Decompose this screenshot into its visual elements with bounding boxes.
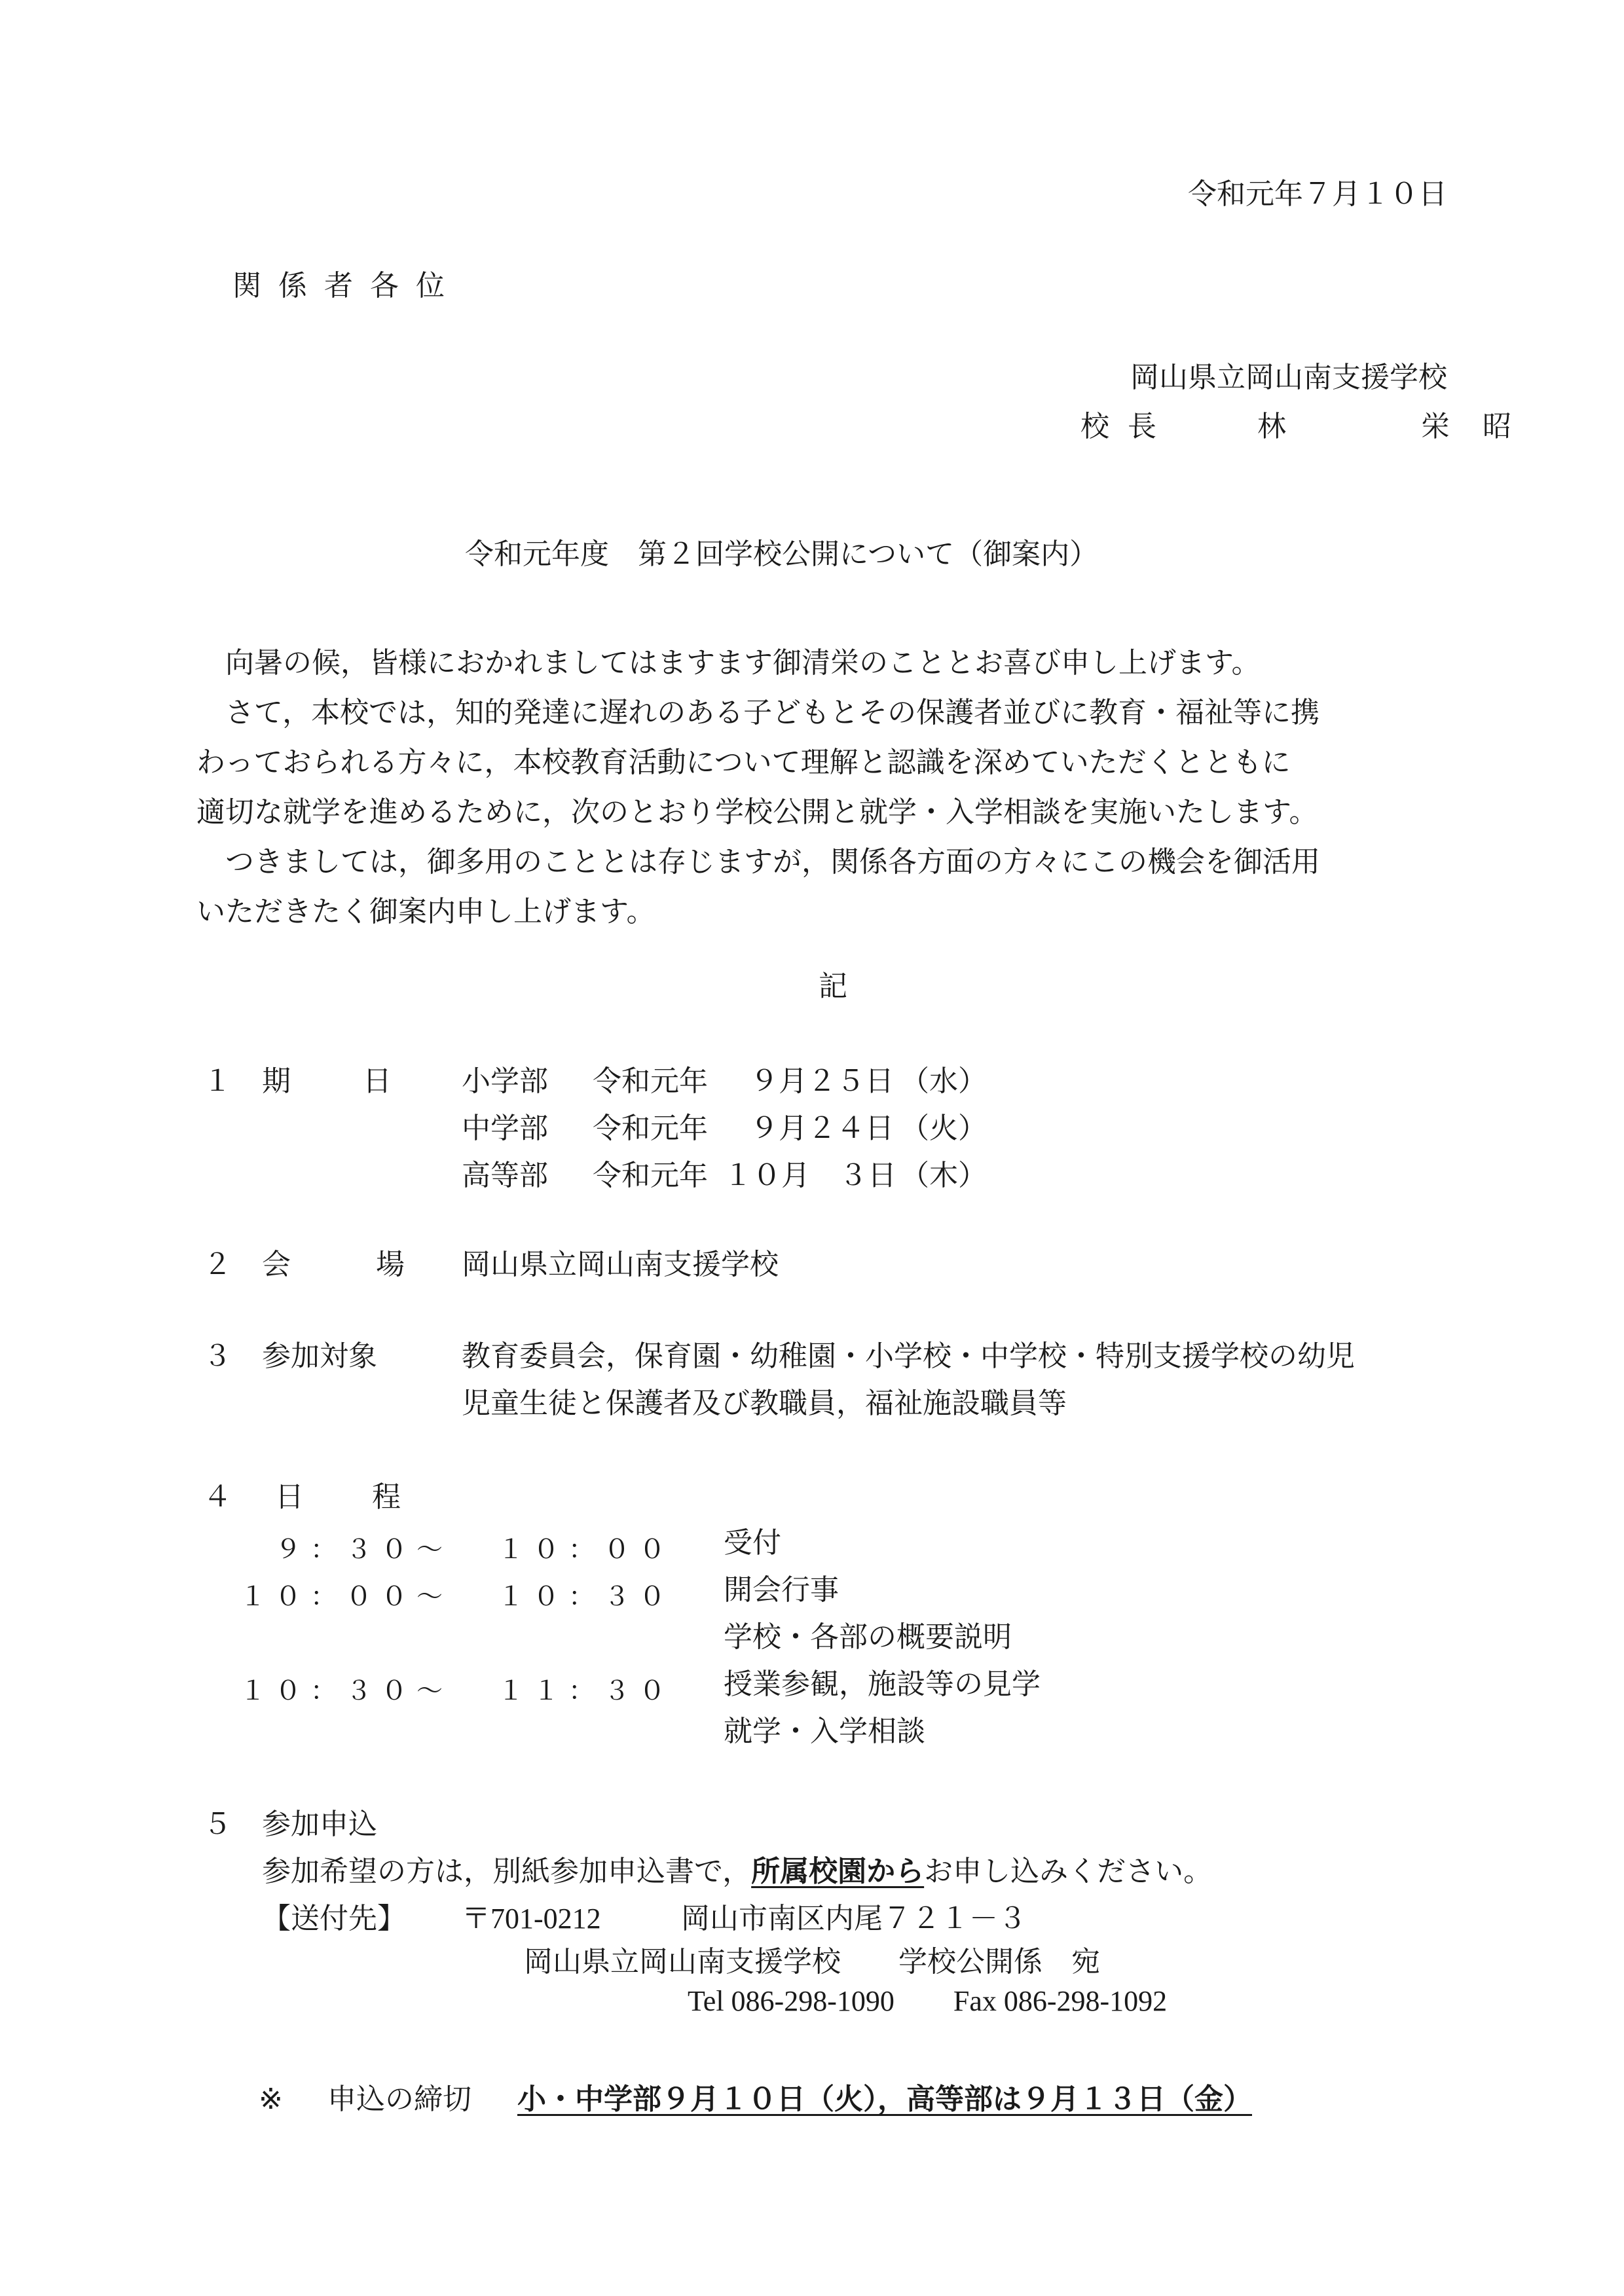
body-line: さて，本校では，知的発達に遅れのある子どもとその保護者並びに教育・福祉等に携 xyxy=(196,696,1320,729)
body-line: 適切な就学を進めるために，次のとおり学校公開と就学・入学相談を実施いたします。 xyxy=(196,795,1318,829)
date-value: ９月２５日 xyxy=(750,1065,894,1098)
schedule-start-time: １０：００～ xyxy=(240,1582,452,1612)
dept-label: 高等部 xyxy=(462,1159,548,1192)
body-line: つきましては，御多用のこととは存じますが，関係各方面の方々にこの機会を御活用 xyxy=(196,845,1320,879)
sender-principal xyxy=(1080,412,1544,441)
section-5-label: 参加申込 xyxy=(262,1808,377,1841)
section-1-label: 期日 xyxy=(262,1065,464,1098)
body-line: いただきたく御案内申し上げます。 xyxy=(196,895,655,928)
schedule-event: 開会行事 xyxy=(724,1573,839,1607)
section-4-number: ４ xyxy=(203,1480,232,1514)
fax-number: Fax 086-298-1092 xyxy=(953,1985,1168,2017)
schedule-end-time: １０：３０ xyxy=(498,1582,674,1612)
schedule-end-time: １０：００ xyxy=(498,1535,674,1565)
document-title: 令和元年度 第２回学校公開について（御案内） xyxy=(465,538,1099,571)
dept-label: 小学部 xyxy=(462,1065,548,1098)
deadline-dates: 小・中学部９月１０日（火），高等部は９月１３日（金） xyxy=(517,2083,1252,2116)
note-mark: ※ xyxy=(259,2083,283,2116)
schedule-end-time: １１：３０ xyxy=(498,1676,674,1706)
schedule-event: 授業参観，施設等の見学 xyxy=(724,1667,1041,1701)
date-value: ９月２４日 xyxy=(750,1112,894,1145)
body-line: 向暑の候，皆様におかれましてはますます御清栄のこととお喜び申し上げます。 xyxy=(196,646,1261,680)
address: 岡山市南区内尾７２１－３ xyxy=(681,1902,1027,1935)
dept-label: 中学部 xyxy=(462,1112,548,1145)
send-to-label: 【送付先】 xyxy=(262,1902,406,1935)
principal-given-name: 栄昭 xyxy=(1421,410,1544,443)
instructions-emphasis: 所属校園から xyxy=(751,1855,925,1888)
date-row-elementary xyxy=(462,1067,987,1096)
instructions-pre: 参加希望の方は，別紙参加申込書で， xyxy=(262,1855,752,1888)
deadline-label: 申込の締切 xyxy=(327,2083,471,2116)
day-of-week: （木） xyxy=(900,1159,987,1192)
postal-code: 〒701-0212 xyxy=(462,1903,601,1935)
section-2-number: ２ xyxy=(203,1248,232,1281)
application-instructions xyxy=(262,1857,1212,1886)
section-3-number: ３ xyxy=(203,1339,232,1373)
date-row-junior xyxy=(462,1114,987,1143)
date-row-high xyxy=(462,1161,987,1190)
section-1-number: １ xyxy=(203,1065,232,1098)
tel-number: Tel 086-298-1090 xyxy=(688,1985,895,2017)
venue-value: 岡山県立岡山南支援学校 xyxy=(462,1248,779,1281)
date-value: １０月 ３日 xyxy=(724,1159,896,1192)
participants-line-1: 教育委員会，保育園・幼稚園・小学校・中学校・特別支援学校の幼児 xyxy=(462,1339,1355,1373)
destination: 岡山県立岡山南支援学校 学校公開係 宛 xyxy=(524,1945,1100,1978)
recipient: 関係者各位 xyxy=(232,269,462,302)
ki-heading: 記 xyxy=(819,970,847,1003)
participants-line-2: 児童生徒と保護者及び教職員，福祉施設職員等 xyxy=(462,1387,1067,1420)
sender-school: 岡山県立岡山南支援学校 xyxy=(1130,361,1447,394)
era-label: 令和元年 xyxy=(593,1159,708,1192)
schedule-event: 就学・入学相談 xyxy=(724,1715,925,1748)
body-paragraph xyxy=(196,638,1454,937)
schedule-event: 学校・各部の概要説明 xyxy=(724,1620,1012,1654)
section-5-number: ５ xyxy=(203,1808,232,1841)
body-line: わっておられる方々に，本校教育活動について理解と認識を深めていただくとともに xyxy=(196,746,1291,779)
section-4-label: 日程 xyxy=(275,1480,469,1514)
day-of-week: （火） xyxy=(900,1112,987,1145)
principal-role: 校長 xyxy=(1080,410,1175,443)
section-3-label: 参加対象 xyxy=(262,1339,377,1373)
era-label: 令和元年 xyxy=(593,1112,708,1145)
instructions-post: お申し込みください。 xyxy=(924,1855,1213,1888)
schedule-start-time: ９：３０～ xyxy=(275,1535,452,1565)
schedule-start-time: １０：３０～ xyxy=(240,1676,452,1706)
section-2-label: 会場 xyxy=(262,1248,490,1281)
contact-line xyxy=(688,1987,1167,2016)
principal-family-name: 林 xyxy=(1257,410,1286,443)
day-of-week: （水） xyxy=(900,1065,987,1098)
era-label: 令和元年 xyxy=(593,1065,708,1098)
document-date: 令和元年７月１０日 xyxy=(1188,177,1447,211)
schedule-event: 受付 xyxy=(724,1526,781,1559)
